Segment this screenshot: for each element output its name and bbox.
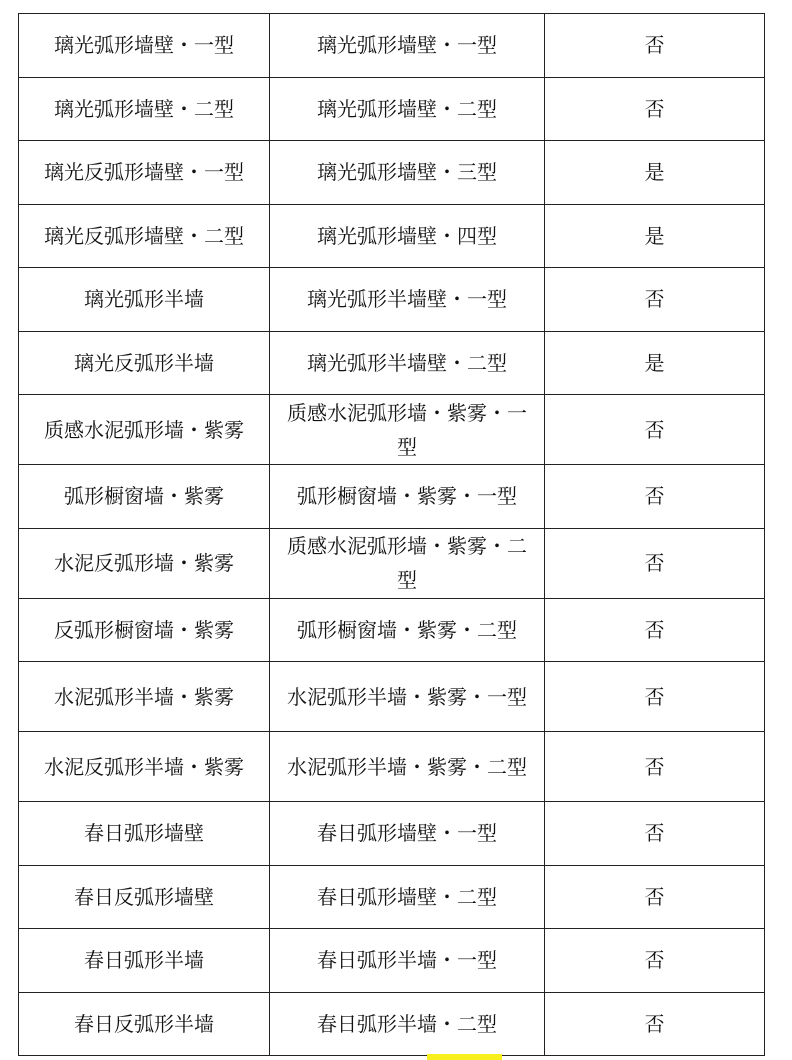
flag-cell: 否 — [545, 14, 765, 78]
mapped-item-cell: 弧形橱窗墙・紫雾・一型 — [270, 465, 545, 529]
table-row — [19, 528, 765, 598]
item-name-cell: 水泥反弧形半墙・紫雾 — [19, 732, 270, 802]
flag-cell: 否 — [545, 929, 765, 993]
flag-cell: 否 — [545, 528, 765, 598]
item-name-cell: 质感水泥弧形墙・紫雾 — [19, 395, 270, 465]
item-name-cell: 璃光反弧形墙壁・一型 — [19, 141, 270, 205]
flag-cell: 是 — [545, 141, 765, 205]
mapped-item-cell: 璃光弧形墙壁・一型 — [270, 14, 545, 78]
mapped-item-cell: 璃光弧形墙壁・二型 — [270, 77, 545, 141]
mapped-item-cell: 弧形橱窗墙・紫雾・二型 — [270, 598, 545, 662]
mapped-item-cell: 春日弧形半墙・二型 — [270, 992, 545, 1056]
mapped-item-cell: 璃光弧形半墙壁・二型 — [270, 331, 545, 395]
table-row — [19, 802, 765, 866]
table-row — [19, 992, 765, 1056]
flag-cell: 否 — [545, 732, 765, 802]
table-row — [19, 598, 765, 662]
mapped-item-cell: 质感水泥弧形墙・紫雾・一型 — [270, 395, 545, 465]
table-row — [19, 77, 765, 141]
highlight-mark — [427, 1054, 502, 1060]
table-row — [19, 141, 765, 205]
table-row — [19, 268, 765, 332]
table-row — [19, 929, 765, 993]
flag-cell: 否 — [545, 992, 765, 1056]
flag-cell: 否 — [545, 465, 765, 529]
item-name-cell: 璃光反弧形墙壁・二型 — [19, 204, 270, 268]
mapped-item-cell: 水泥弧形半墙・紫雾・二型 — [270, 732, 545, 802]
flag-cell: 是 — [545, 204, 765, 268]
flag-cell: 否 — [545, 395, 765, 465]
item-name-cell: 春日反弧形半墙 — [19, 992, 270, 1056]
item-name-cell: 璃光弧形墙壁・一型 — [19, 14, 270, 78]
mapped-item-cell: 璃光弧形墙壁・三型 — [270, 141, 545, 205]
mapped-item-cell: 春日弧形墙壁・二型 — [270, 865, 545, 929]
mapped-item-cell: 质感水泥弧形墙・紫雾・二型 — [270, 528, 545, 598]
item-name-cell: 璃光弧形墙壁・二型 — [19, 77, 270, 141]
item-name-cell: 水泥弧形半墙・紫雾 — [19, 662, 270, 732]
table-row — [19, 331, 765, 395]
flag-cell: 否 — [545, 802, 765, 866]
item-name-cell: 璃光弧形半墙 — [19, 268, 270, 332]
table-row — [19, 204, 765, 268]
mapped-item-cell: 璃光弧形墙壁・四型 — [270, 204, 545, 268]
item-name-cell: 水泥反弧形墙・紫雾 — [19, 528, 270, 598]
mapped-item-cell: 春日弧形墙壁・一型 — [270, 802, 545, 866]
item-name-cell: 反弧形橱窗墙・紫雾 — [19, 598, 270, 662]
item-name-cell: 春日弧形半墙 — [19, 929, 270, 993]
flag-cell: 否 — [545, 77, 765, 141]
mapped-item-cell: 春日弧形半墙・一型 — [270, 929, 545, 993]
table-row — [19, 465, 765, 529]
flag-cell: 否 — [545, 662, 765, 732]
item-name-cell: 春日反弧形墙壁 — [19, 865, 270, 929]
table-row — [19, 732, 765, 802]
flag-cell: 是 — [545, 331, 765, 395]
item-name-cell: 璃光反弧形半墙 — [19, 331, 270, 395]
flag-cell: 否 — [545, 268, 765, 332]
item-name-cell: 春日弧形墙壁 — [19, 802, 270, 866]
mapped-item-cell: 水泥弧形半墙・紫雾・一型 — [270, 662, 545, 732]
flag-cell: 否 — [545, 598, 765, 662]
flag-cell: 否 — [545, 865, 765, 929]
item-name-cell: 弧形橱窗墙・紫雾 — [19, 465, 270, 529]
wall-mapping-table — [18, 13, 765, 1056]
table-row — [19, 14, 765, 78]
table-row — [19, 662, 765, 732]
table-row — [19, 395, 765, 465]
table-row — [19, 865, 765, 929]
mapped-item-cell: 璃光弧形半墙壁・一型 — [270, 268, 545, 332]
